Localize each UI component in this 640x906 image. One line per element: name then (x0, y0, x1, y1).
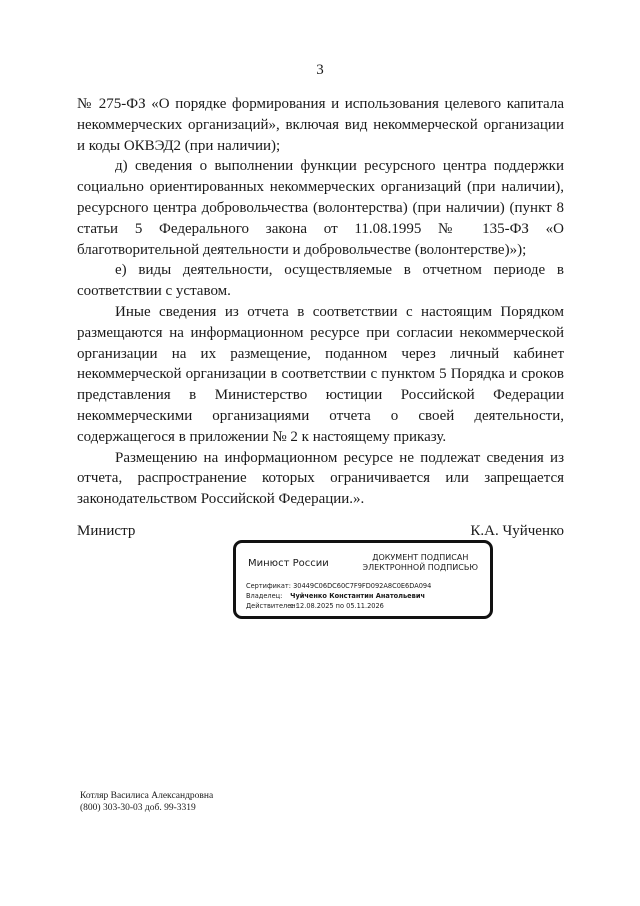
executor-phone: (800) 303-30-03 доб. 99-3319 (80, 803, 196, 813)
stamp-details (246, 581, 480, 611)
validity-value: с 12.08.2025 по 05.11.2026 (290, 602, 384, 610)
stamp-title-line2: ЭЛЕКТРОННОЙ ПОДПИСЬЮ (362, 563, 478, 572)
owner-label: Владелец: (246, 592, 283, 600)
paragraph-restrictions: Размещению на информационном ресурсе не подлежат сведения из отчета, распространение которых ограничивается или запрещается законодательством Российской Федерации.». (77, 449, 564, 508)
electronic-signature-stamp (233, 540, 493, 619)
paragraph-continuation: № 275-ФЗ «О порядке формирования и использования целевого капитала некоммерческих организаций», включая вид некоммерческой организации и коды ОКВЭД2 (при наличии); (77, 96, 564, 154)
executor-footer (80, 790, 213, 814)
paragraph-item-d: д) сведения о выполнении функции ресурсного центра поддержки социально ориентированных некоммерческих организаций (при наличии), ресурсного центра добровольчества (волонтерства) (при наличии) (пункт 8 статьи 5 Федерального закона от 11.08.1995 № 135-ФЗ «О благотворительной деятельности и добровольчестве (волонтерстве)»); (77, 158, 564, 258)
signatory-name: К.А. Чуйченко (470, 523, 564, 539)
paragraph-item-e: е) виды деятельности, осуществляемые в отчетном периоде в соответствии с уставом. (77, 262, 564, 300)
signature-block (77, 523, 564, 540)
owner-value: Чуйченко Константин Анатольевич (290, 592, 425, 600)
document-body (77, 94, 564, 510)
page-number: 3 (316, 62, 324, 78)
stamp-owner-row (246, 591, 480, 601)
paragraph-other-info: Иные сведения из отчета в соответствии с настоящим Порядком размещаются на информационном ресурсе при согласии некоммерческой организации на их размещение, поданном через личный кабинет некоммерческой организации в соответствии с пунктом 5 Порядка и сроков представления в Министерство юстиции Российской Федерации некоммерческими организациями отчета о своей деятельности, содержащегося в приложении № 2 к настоящему приказу. (77, 303, 564, 445)
executor-name: Котляр Василиса Александровна (80, 791, 214, 801)
validity-label: Действителен: (246, 602, 298, 610)
stamp-title-line1: ДОКУМЕНТ ПОДПИСАН (372, 553, 469, 562)
stamp-title (363, 553, 478, 573)
stamp-certificate-row (246, 581, 480, 591)
stamp-validity-row (246, 601, 480, 611)
signatory-position: Министр (77, 523, 136, 539)
certificate-label: Сертификат: (246, 582, 291, 590)
stamp-organization: Минюст России (248, 558, 329, 569)
certificate-value: 30449C06DC60C7F9FD092A8C0E6DA094 (293, 582, 432, 590)
